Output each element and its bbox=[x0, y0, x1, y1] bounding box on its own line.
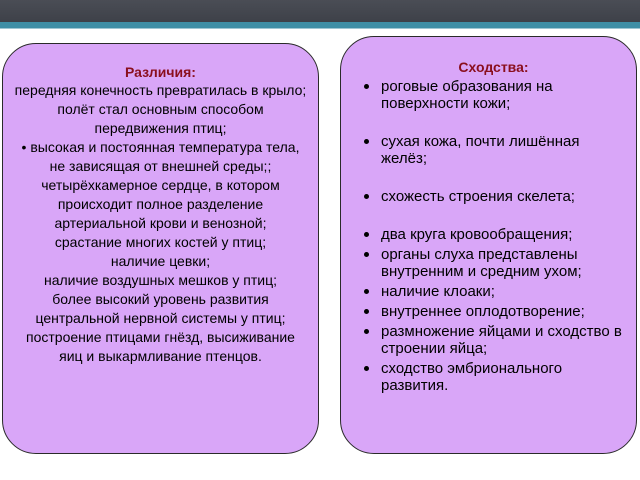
similarities-title: Сходства: bbox=[458, 59, 529, 75]
title-bar-band bbox=[0, 0, 640, 22]
list-item bbox=[363, 78, 624, 112]
differences-line: срастание многих костей у птиц; bbox=[54, 234, 267, 250]
list-item-text: наличие клоаки; bbox=[381, 283, 495, 300]
list-item bbox=[363, 283, 624, 300]
bullet-dot-icon bbox=[364, 194, 369, 199]
bullet-dot-icon bbox=[364, 139, 369, 144]
similarities-list bbox=[363, 78, 624, 394]
bullet-dot-icon bbox=[364, 366, 369, 371]
bullet-dot-icon bbox=[364, 309, 369, 314]
bullet-dot-icon: • bbox=[21, 139, 31, 155]
differences-line: наличие цевки; bbox=[110, 253, 211, 269]
bullet-dot-icon bbox=[364, 329, 369, 334]
differences-line: наличие воздушных мешков у птиц; bbox=[43, 272, 278, 288]
list-item bbox=[363, 226, 624, 243]
list-item bbox=[363, 246, 624, 280]
list-item bbox=[363, 303, 624, 320]
list-item bbox=[363, 133, 624, 167]
list-item bbox=[363, 360, 624, 394]
differences-title: Различия: bbox=[125, 64, 196, 80]
bullet-dot-icon bbox=[364, 232, 369, 237]
bullet-dot-icon bbox=[364, 84, 369, 89]
list-item-text: органы слуха представлены внутренним и средним ухом; bbox=[381, 246, 582, 280]
differences-line: построение птицами гнёзд, высиживание яиц и выкармливание птенцов. bbox=[26, 329, 295, 364]
differences-line: более высокий уровень развития центральной нервной системы у птиц; bbox=[35, 291, 286, 326]
differences-card bbox=[2, 43, 319, 454]
differences-bullet-text: высокая и постоянная температура тела, не зависящая от внешней среды;; bbox=[30, 139, 300, 174]
differences-line: четырёхкамерное сердце, в котором происходит полное разделение артериальной крови и венозной; bbox=[41, 177, 280, 231]
similarities-card bbox=[340, 36, 637, 454]
list-item-text: два круга кровообращения; bbox=[381, 226, 573, 243]
list-item bbox=[363, 323, 624, 357]
list-item-text: роговые образования на поверхности кожи; bbox=[381, 78, 553, 112]
accent-divider-thin bbox=[0, 28, 640, 29]
list-item-text: сухая кожа, почти лишённая желёз; bbox=[381, 133, 580, 167]
list-item-text: внутреннее оплодотворение; bbox=[381, 303, 585, 320]
differences-line: передняя конечность превратилась в крыло; полёт стал основным способом передвижения птиц; bbox=[14, 82, 307, 136]
list-item-text: схожесть строения скелета; bbox=[381, 188, 575, 205]
list-item bbox=[363, 188, 624, 205]
differences-bullet-line bbox=[13, 138, 308, 176]
list-item-text: размножение яйцами и сходство в строении яйца; bbox=[381, 323, 622, 357]
bullet-dot-icon bbox=[364, 252, 369, 257]
bullet-dot-icon bbox=[364, 289, 369, 294]
list-item-text: сходство эмбрионального развития. bbox=[381, 360, 563, 394]
